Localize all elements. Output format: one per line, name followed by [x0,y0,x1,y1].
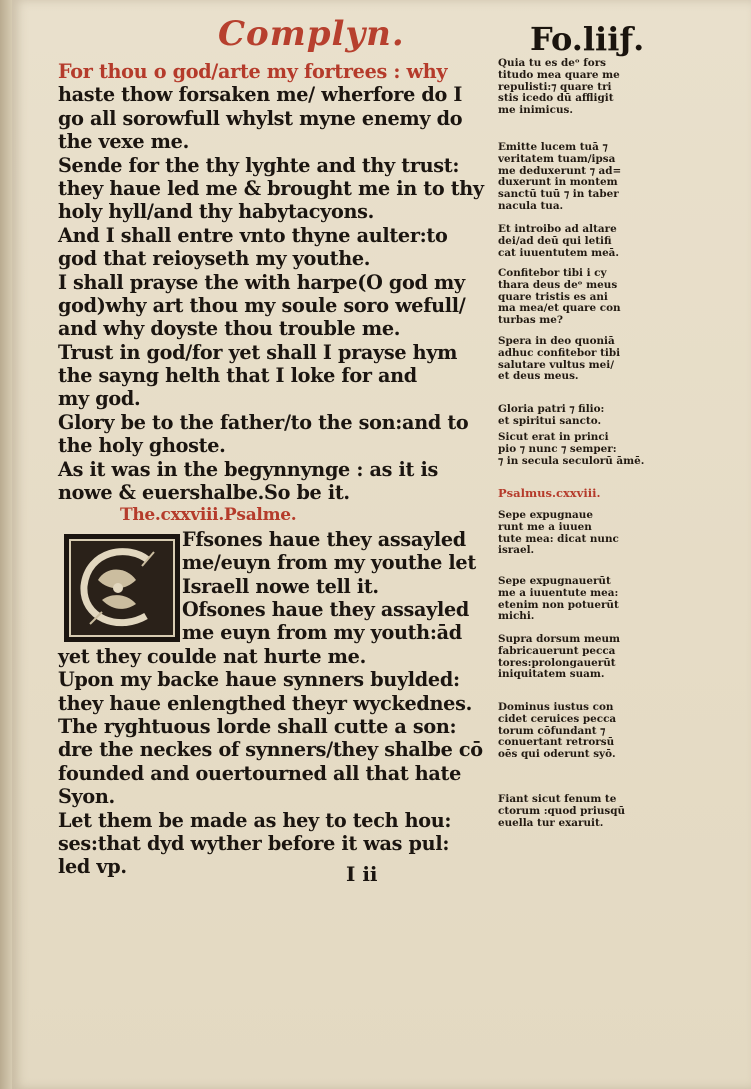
text-line: go all sorowfull whylst myne enemy do [58,106,463,130]
latin-line: cat iuuentutem meā. [498,247,620,259]
latin-line: cidet ceruices pecca [498,713,617,725]
text-line: me euyn from my youth:ād [182,621,462,645]
latin-verse [498,224,688,259]
text-line: Syon. [58,785,115,809]
latin-line: Quia tu es deᵒ fors [498,58,607,69]
decorated-initial-icon [64,534,180,642]
latin-line: adhuc confitebor tibi [498,347,621,359]
text-line: nowe & euershalbe.So be it. [58,481,350,505]
latin-line: dei/ad deū qui letifi [498,235,612,247]
text-line: they haue led me & brought me in to thy [58,176,484,200]
latin-line: oēs qui oderunt syō. [498,749,616,761]
latin-verse [498,702,688,761]
latin-line: ctorum :quod priusqū [498,805,626,817]
latin-line: me a iuuentute mea: [498,587,619,599]
latin-line: israel. [498,545,535,557]
latin-line: veritatem tuam/ipsa [498,153,616,165]
latin-line: etenim non potuerūt [498,599,619,611]
text-line: the holy ghoste. [58,434,226,458]
latin-line: Dominus iustus con [498,702,614,713]
latin-line: Emitte lucem tuā ⁊ [498,142,608,153]
text-line: The ryghtuous lorde shall cutte a son: [58,714,457,738]
text-line: haste thow forsaken me/ wherfore do I [58,83,463,107]
text-line: and why doyste thou trouble me. [58,317,401,341]
latin-line: ⁊ in secula seculorū āmē. [498,455,645,467]
latin-verse [498,634,688,681]
text-line [58,60,498,83]
latin-line: titudo mea quare me [498,69,620,81]
text-line: As it was in the begynnynge : as it is [58,457,438,481]
latin-line: me deduxerunt ⁊ ad= [498,165,622,177]
latin-line: Confitebor tibi i cy [498,268,607,279]
latin-line: turbas me? [498,315,563,327]
latin-line: repulisti:⁊ quare tri [498,81,612,93]
latin-line: Sepe expugnaue [498,510,593,521]
latin-verse [498,432,688,467]
latin-line: stis icedo dū affligit [498,93,614,105]
english-column [58,60,498,879]
text-line: god that reioyseth my youthe. [58,247,371,271]
latin-line: me inimicus. [498,105,573,117]
latin-line: fabricauerunt pecca [498,645,616,657]
signature-mark: I ii [346,862,378,886]
book-gutter [0,0,12,1089]
initial-block [58,528,498,645]
folio-number: Fo.liiƒ. [530,20,645,58]
text-line: Trust in god/for yet shall I prayse hym [58,340,458,364]
text-line: Ofsones haue they assayled [182,597,470,621]
latin-line: conuertant retrorsū [498,737,615,749]
text-line: And I shall entre vnto thyne aulter:to [58,223,448,247]
latin-line: ma mea/et quare con [498,303,621,315]
latin-line: thara deus deᵒ meus [498,279,618,291]
latin-line: quare tristis es ani [498,291,608,303]
latin-line: Et introibo ad altare [498,224,617,235]
text-line: I shall prayse the with harpe(O god my [58,270,465,294]
latin-line: Sepe expugnauerūt [498,576,611,587]
latin-line: sanctū tuū ⁊ in taber [498,189,619,201]
latin-line: runt me a iuuen [498,521,592,533]
text-line: Upon my backe haue synners buylded: [58,668,460,692]
psalm-heading: The.cxxviii.Psalme. [120,505,297,526]
latin-line: Fiant sicut fenum te [498,794,617,805]
latin-line: Gloria patri ⁊ filio: [498,404,605,415]
latin-verse [498,510,688,557]
latin-line: Sicut erat in princi [498,432,609,443]
latin-line: Spera in deo quoniā [498,336,615,347]
text-line: Ffsones haue they assayled [182,527,466,551]
text-line: Glory be to the father/to the son:and to [58,410,469,434]
latin-line: et spiritui sancto. [498,415,602,427]
text-line: the sayng helth that I loke for and [58,364,417,388]
latin-verse [498,404,688,428]
latin-line: iniquitatem suam. [498,669,605,681]
latin-verse [498,142,688,213]
latin-verse [498,268,688,327]
running-title: Complyn. [218,14,405,54]
text-line: Sende for the thy lyghte and thy trust: [58,153,460,177]
latin-line: tores:prolongauerūt [498,657,616,669]
latin-verse [498,576,688,623]
latin-line: pio ⁊ nunc ⁊ semper: [498,443,617,455]
text-line: me/euyn from my youthe let [182,551,476,575]
text-line: holy hyll/and thy habytacyons. [58,200,374,224]
latin-line: torum cōfundant ⁊ [498,725,606,737]
latin-verse [498,58,688,117]
latin-line: et deus meus. [498,371,579,383]
text-line: my god. [58,387,141,411]
latin-line: duxerunt in montem [498,177,618,189]
text-line: yet they coulde nat hurte me. [58,644,366,668]
text-line: For thou o god/arte my fortrees : why [58,60,448,83]
latin-line: michi. [498,611,535,623]
text-line: founded and ouertourned all that hate [58,761,462,785]
text-line: led vp. [58,855,127,879]
text-line: ses:that dyd wyther before it was pul: [58,831,450,855]
text-line: they haue enlengthed theyr wyckednes. [58,691,472,715]
text-line: the vexe me. [58,130,189,154]
text-line: Let them be made as hey to tech hou: [58,808,452,832]
text-line: dre the neckes of synners/they shalbe cō [58,738,483,762]
latin-verse [498,794,688,829]
latin-line: Supra dorsum meum [498,634,620,645]
latin-line: nacula tua. [498,200,564,212]
latin-line: tute mea: dicat nunc [498,533,619,545]
latin-psalm-heading: Psalmus.cxxviii. [498,486,601,500]
latin-line: salutare vultus mei/ [498,359,615,371]
text-line: Israell nowe tell it. [182,574,379,598]
text-line: god)why art thou my soule soro wefull/ [58,293,466,317]
latin-verse [498,336,688,383]
latin-line: euella tur exaruit. [498,817,604,829]
